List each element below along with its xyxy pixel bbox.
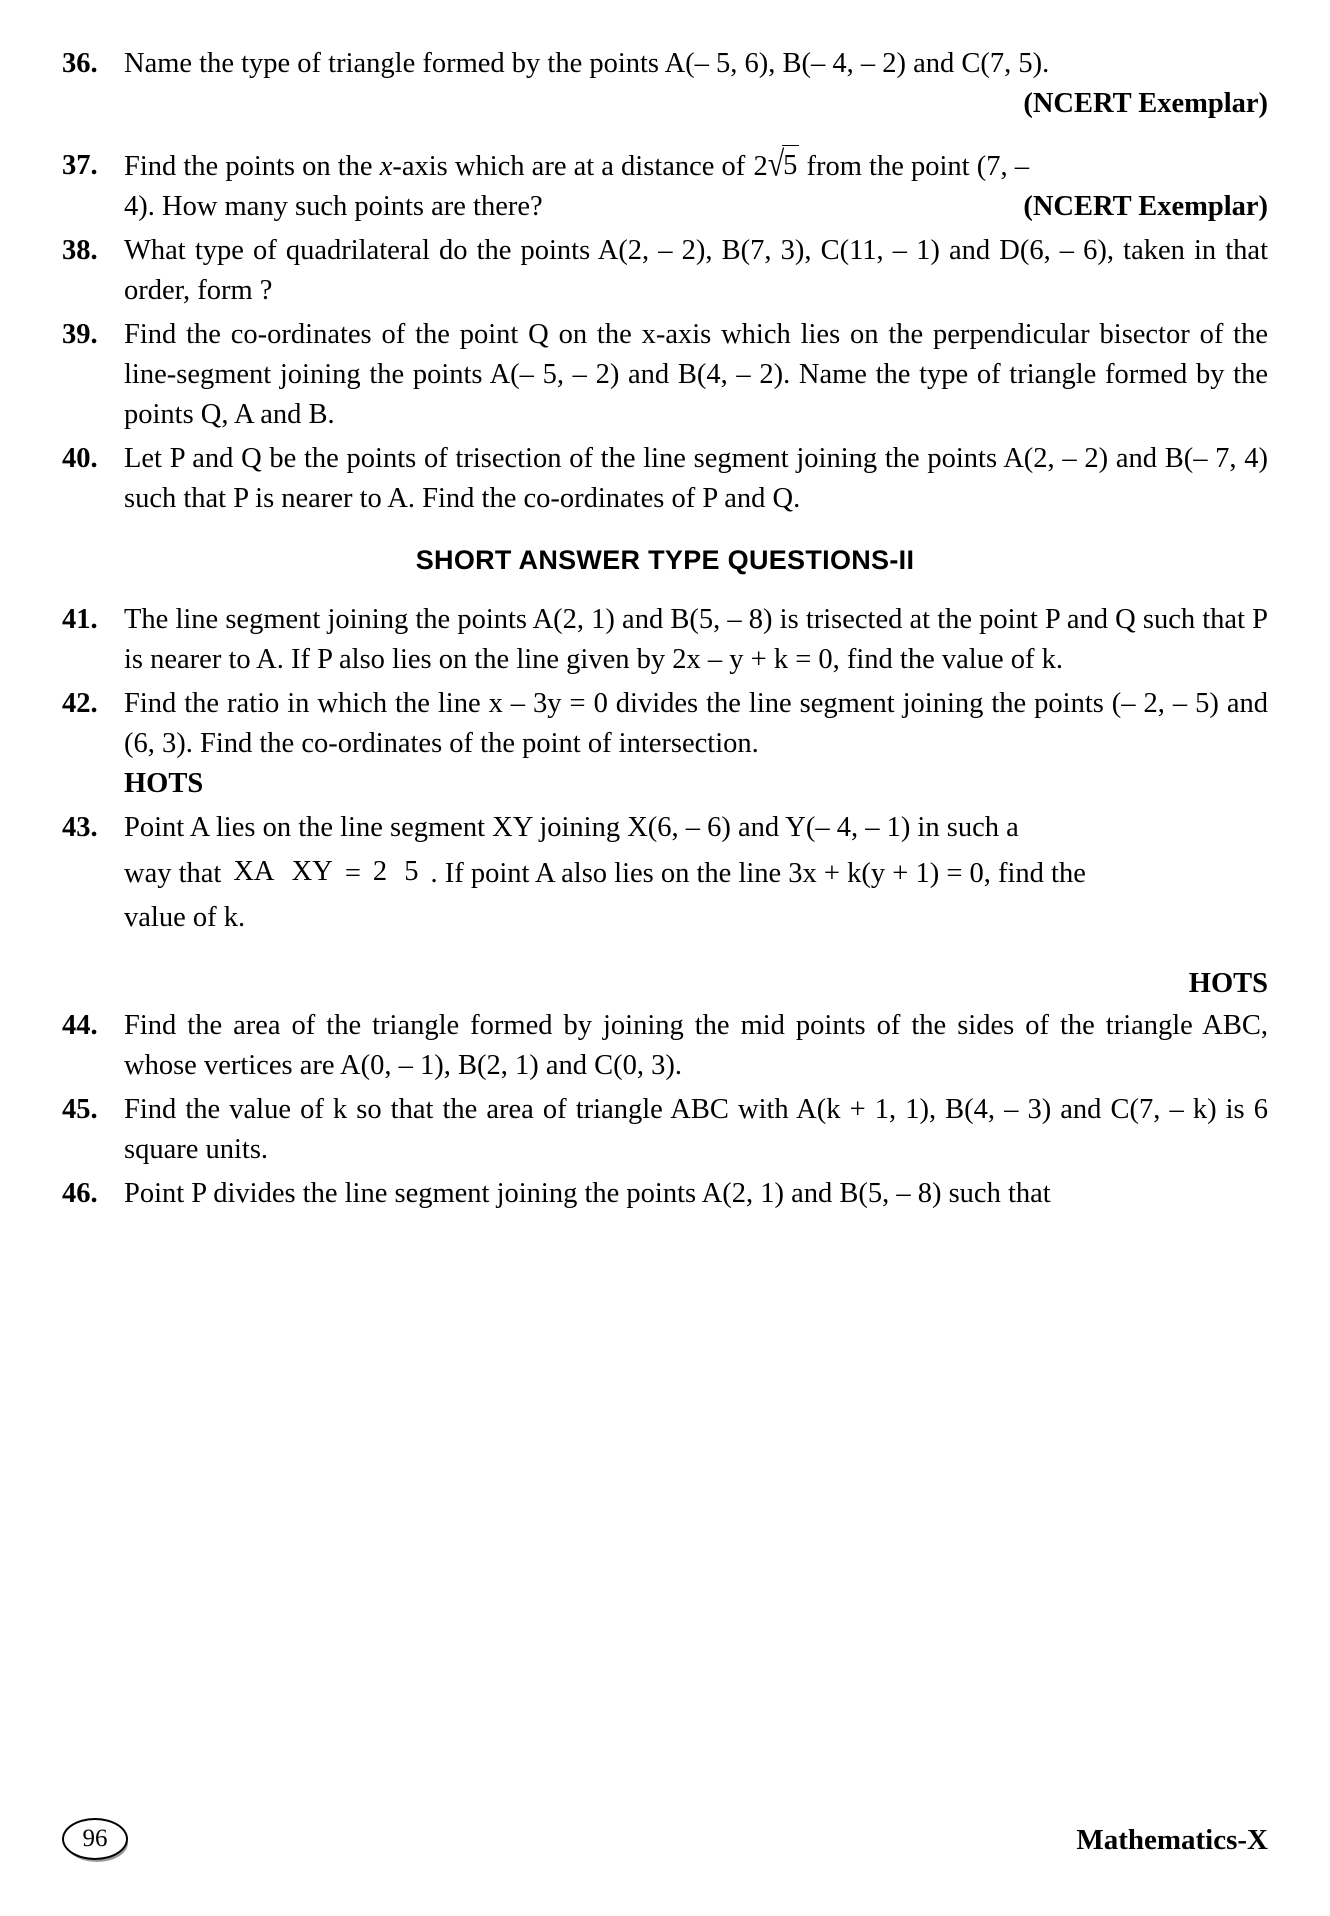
question-item-44 [62,1006,1268,1086]
question-text [124,146,1268,227]
page-number-badge [62,1818,128,1862]
question-text: Point P divides the line segment joining the points A(2, 1) and B(5, – 8) such that [124,1178,1051,1209]
question-number: 43. [62,812,98,843]
page-number: 96 [62,1818,128,1860]
question-text [124,44,1268,124]
sqrt-radicand: 5 [782,145,799,186]
radical-icon: √ [767,144,785,184]
fraction-two-fifths [368,852,424,892]
question-line-text: 4). How many such points are there? [124,191,543,222]
fraction-numerator: XA [233,856,275,887]
page-footer [62,1818,1268,1862]
sqrt-coefficient: 2 [753,151,768,182]
question-number: 41. [62,604,98,635]
question-text: Let P and Q be the points of trisection of the line segment joining the points A(2, – 2) and B(– 7, 4) such that P is nearer to A. Find the co-ordinates of P and Q. [124,443,1268,514]
question-item-45 [62,1090,1268,1170]
question-number: 45. [62,1094,98,1125]
text-fragment: Find the points on the [124,151,380,182]
question-item-41 [62,600,1268,680]
fraction-denominator: 5 [404,856,419,887]
question-item-37 [62,146,1268,227]
question-line: value of k. [124,902,246,933]
question-number: 39. [62,319,98,350]
question-item-42 [62,684,1268,804]
question-item-38 [62,231,1268,311]
book-title: Mathematics-X [1076,1823,1268,1856]
question-number: 42. [62,688,98,719]
question-item-43 [62,808,1268,938]
section-heading: SHORT ANSWER TYPE QUESTIONS-II [415,545,915,575]
question-item-39 [62,315,1268,435]
question-item-36 [62,44,1268,124]
question-text: Find the co-ordinates of the point Q on the x-axis which lies on the perpendicular bisector of the line-segment joining the points A(– 5, – 2) and B(4, – 2). Name the type of triangle formed by the points Q, A and B. [124,319,1268,430]
question-text [124,684,1268,804]
fraction-numerator: 2 [372,856,388,887]
question-text: What type of quadrilateral do the points A(2, – 2), B(7, 3), C(11, – 1) and D(6, – 6), taken in that order, form ? [124,235,1268,306]
text-fragment: -axis which are at a distance of [392,151,753,182]
question-number: 40. [62,443,98,474]
variable-x: x [379,151,393,182]
question-line: Point A lies on the line segment XY joining X(6, – 6) and Y(– 4, – 1) in such a [124,812,1019,843]
question-line: Name the type of triangle formed by the points A(– 5, 6), B(– 4, – 2) and C(7, 5). [124,48,1050,79]
question-number: 38. [62,235,98,266]
question-text: Find the area of the triangle formed by joining the mid points of the sides of the triangle ABC, whose vertices are A(0, – 1), B(2, 1) and C(0, 3). [124,1010,1268,1081]
question-number: 44. [62,1010,98,1041]
text-fragment: way that [124,858,222,889]
question-number: 46. [62,1178,98,1209]
question-list [62,44,1268,1214]
question-item-40 [62,439,1268,519]
question-line [124,146,1268,187]
fraction-equation-line [124,854,1268,894]
question-line: Find the ratio in which the line x – 3y = 0 divides the line segment joining the points (– 2, – 5) and (6, 3). Find the co-ordinates of the point of intersection. [124,688,1268,759]
question-source: (NCERT Exemplar) [1023,88,1268,119]
question-text: Find the value of k so that the area of triangle ABC with A(k + 1, 1), B(4, – 3) and C(7, – k) is 6 square units. [124,1094,1268,1165]
fraction-denominator: XY [291,856,333,887]
question-source: (NCERT Exemplar) [1023,191,1268,222]
question-number: 37. [62,150,98,181]
question-item-46 [62,1174,1268,1214]
question-text [124,808,1268,938]
hots-tag: HOTS [124,768,204,799]
question-number: 36. [62,48,98,79]
equals-sign: = [344,858,361,889]
text-fragment: from the point (7, – [799,151,1029,182]
question-text: The line segment joining the points A(2, 1) and B(5, – 8) is trisected at the point P and Q such that P is nearer to A. If P also lies on the line given by 2x – y + k = 0, find the value of k. [124,604,1268,675]
text-fragment: . If point A also lies on the line 3x + k(y + 1) = 0, find the [430,858,1086,889]
question-line [124,187,1268,227]
square-root-expression [752,146,799,187]
hots-tag-right: HOTS [1188,968,1268,999]
fraction-xa-over-xy [228,852,337,892]
